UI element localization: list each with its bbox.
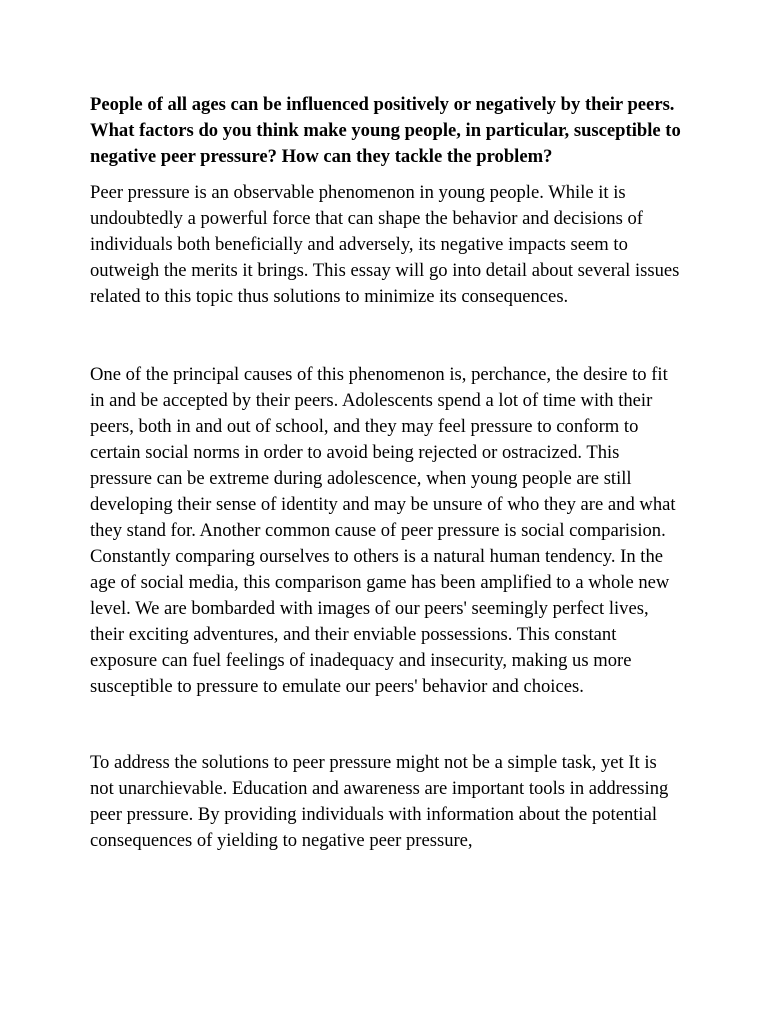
- essay-question: People of all ages can be influenced positively or negatively by their peers. What factors do you think make young people, in particular, susceptible to negative peer pressure? How can they tackle the problem?: [90, 94, 681, 167]
- paragraph-introduction: Peer pressure is an observable phenomenon in young people. While it is undoubtedly a powerful force that can shape the behavior and decisions of individuals both beneficially and adversely, its negative impacts seem to outweigh the merits it brings. This essay will go into detail about several issues related to this topic thus solutions to minimize its consequences.: [90, 182, 680, 307]
- paragraph-causes: One of the principal causes of this phenomenon is, perchance, the desire to fit in and be accepted by their peers. Adolescents spend a lot of time with their peers, both in and out of school, and they may feel pressure to conform to certain social norms in order to avoid being rejected or ostracized. This pressure can be extreme during adolescence, when young people are still developing their sense of identity and may be unsure of who they are and what they stand for. Another common cause of peer pressure is social comparision. Constantly comparing ourselves to others is a natural human tendency. In the age of social media, this comparison game has been amplified to a whole new level. We are bombarded with images of our peers' seemingly perfect lives, their exciting adventures, and their enviable possessions. This constant exposure can fuel feelings of inadequacy and insecurity, making us more susceptible to pressure to emulate our peers' behavior and choices.: [90, 364, 676, 697]
- document-page: [90, 92, 682, 854]
- paragraph-solutions: To address the solutions to peer pressure might not be a simple task, yet It is not unarchievable. Education and awareness are important tools in addressing peer pressure. By providing individuals with information about the potential consequences of yielding to negative peer pressure,: [90, 752, 669, 851]
